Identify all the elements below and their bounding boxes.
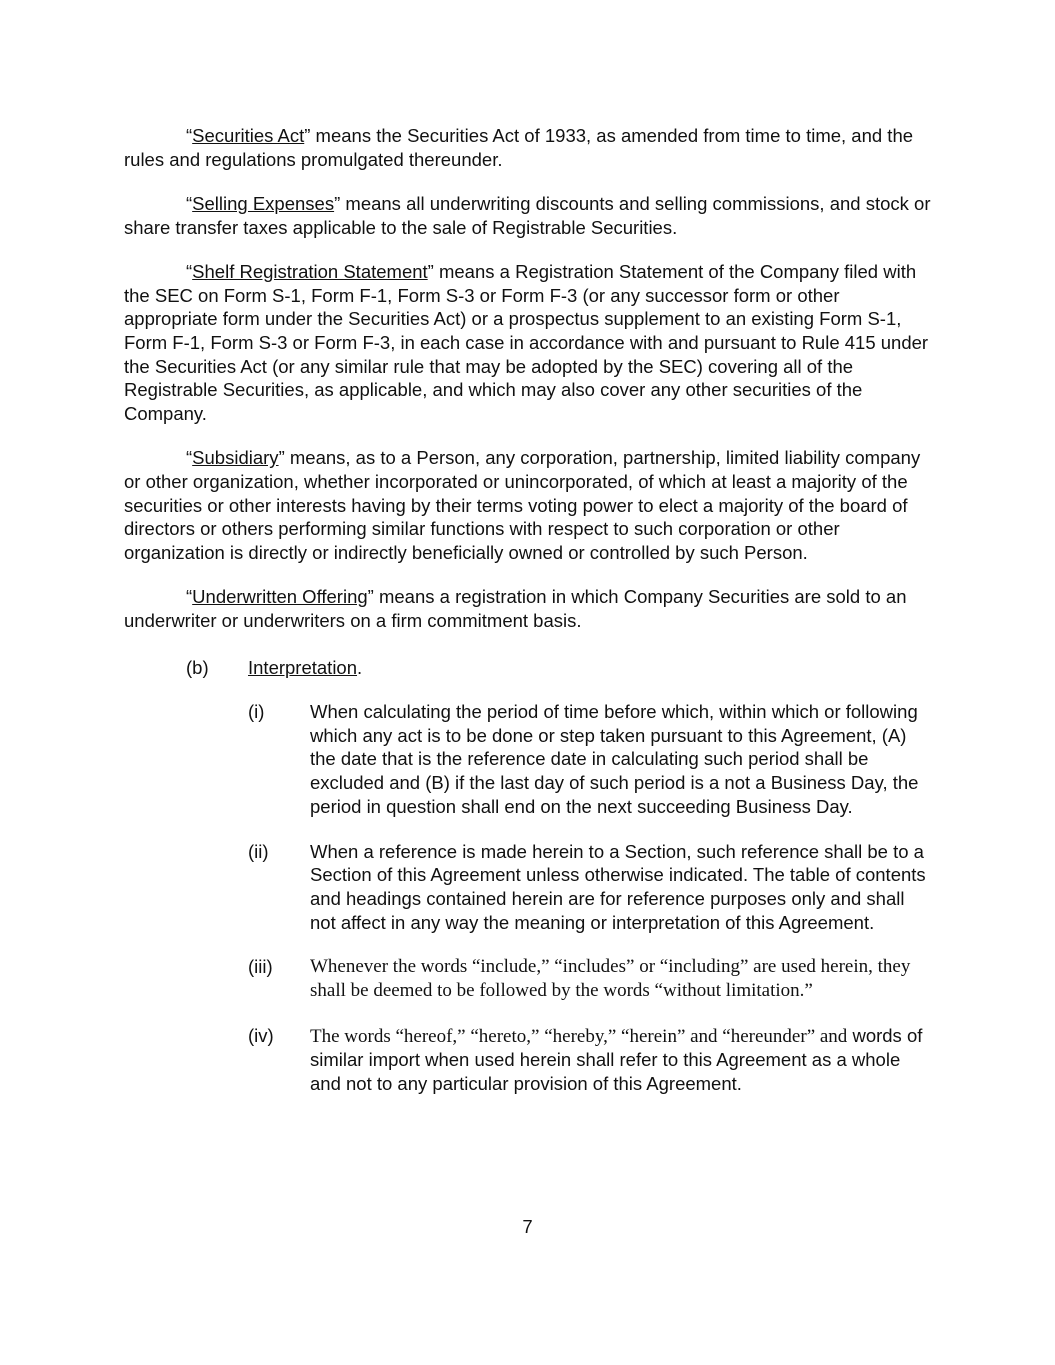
item-text-serif-part: The words “hereof,” “hereto,” “hereby,” “herein” and “hereunder” and (310, 1025, 848, 1047)
defined-term: Subsidiary (192, 447, 279, 469)
close-quote: ” (304, 125, 311, 146)
definition-shelf-registration-statement (124, 260, 934, 426)
defined-term: Selling Expenses (192, 192, 335, 214)
item-label: (ii) (248, 840, 269, 862)
section-b-title-text: Interpretation (248, 657, 358, 678)
defined-term: Underwritten Offering (192, 586, 368, 608)
close-quote: ” (367, 586, 374, 608)
open-quote: “ (186, 447, 193, 469)
definition-text: means, as to a Person, any corporation, partnership, limited liability company or other organization, whether incorporated or unincorporated, of which at least a majority of the securities or other interests having by their terms voting power to elect a majority of the board of directors or others performing similar functions with respect to such corporation or other organization is directly or indirectly beneficially owned or controlled by such Person. (124, 447, 921, 564)
item-label: (iv) (248, 1024, 274, 1046)
section-b-title (248, 656, 362, 680)
interpretation-item-iii (248, 955, 934, 1002)
close-quote: ” (278, 447, 285, 469)
open-quote: “ (186, 586, 193, 608)
definition-text: means a Registration Statement of the Company filed with the SEC on Form S-1, Form F-1, Form S-3 or Form F-3 (or any successor form or other appropriate form under the Securities Act) or a prospectus supplement to an existing Form S-1, Form F-1, Form S-3 or Form F-3, in each case in accordance with and pursuant to Rule 415 under the Securities Act (or any similar rule that may be adopted by the SEC) covering all of the Registrable Securities, as applicable, and which may also cover any other securities of the Company. (124, 260, 929, 425)
item-text: Whenever the words “include,” “includes” or “including” are used herein, they shall be deemed to be followed by the words “without limitation.” (310, 956, 911, 1002)
interpretation-item-i (248, 700, 934, 819)
interpretation-items (248, 700, 934, 1117)
item-text: When a reference is made herein to a Section, such reference shall be to a Section of this Agreement unless otherwise indicated. The table of contents and headings contained herein are for reference purposes only and shall not affect in any way the meaning or interpretation of this Agreement. (310, 840, 926, 933)
page-number: 7 (522, 1216, 533, 1237)
item-text (310, 1024, 934, 1096)
definition-securities-act (124, 124, 934, 171)
definition-selling-expenses (124, 192, 934, 239)
definition-text: means all underwriting discounts and selling commissions, and stock or share transfer taxes applicable to the sale of Registrable Securities. (124, 192, 931, 238)
section-b-label: (b) (186, 657, 209, 678)
open-quote: “ (186, 260, 193, 282)
section-b-title-suffix: . (357, 657, 363, 678)
interpretation-item-ii (248, 840, 934, 935)
definitions-list (124, 124, 934, 653)
definition-underwritten-offering (124, 585, 934, 632)
open-quote: “ (186, 192, 193, 214)
open-quote: “ (186, 125, 193, 146)
item-text: When calculating the period of time before which, within which or following which any act is to be done or step taken pursuant to this Agreement, (A) the date that is the reference date in calculating such period shall be excluded and (B) if the last day of such period is a not a Business Day, the period in question shall end on the next succeeding Business Day. (310, 701, 919, 817)
item-label: (iii) (248, 956, 273, 978)
item-label: (i) (248, 701, 265, 722)
close-quote: ” (334, 192, 341, 214)
definition-subsidiary (124, 446, 934, 565)
defined-term: Securities Act (192, 125, 305, 146)
interpretation-item-iv (248, 1024, 934, 1096)
definition-text: means the Securities Act of 1933, as amended from time to time, and the rules and regulations promulgated thereunder. (124, 125, 914, 170)
definition-text: means a registration in which Company Securities are sold to an underwriter or underwriters on a firm commitment basis. (124, 586, 907, 631)
defined-term: Shelf Registration Statement (192, 260, 428, 282)
close-quote: ” (427, 260, 434, 282)
item-text-rest: words of similar import when used herein shall refer to this Agreement as a whole and not to any particular provision of this Agreement. (310, 1024, 923, 1095)
